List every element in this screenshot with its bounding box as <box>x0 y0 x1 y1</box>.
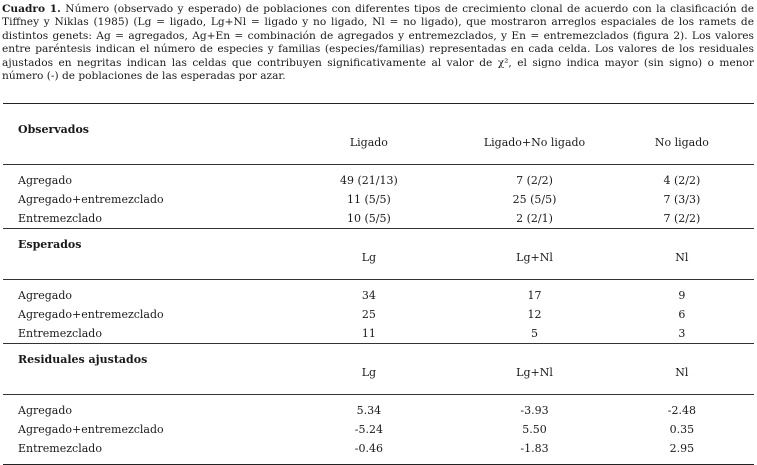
data-table <box>3 103 754 465</box>
table-row <box>3 305 754 324</box>
table-bottom-rule <box>3 458 754 465</box>
table-cell: -5.24 <box>354 423 383 436</box>
table-cell: -2.48 <box>667 404 696 417</box>
table-cell: 5.34 <box>356 404 382 417</box>
column-header: Ligado <box>349 136 388 149</box>
table-row <box>3 171 754 190</box>
section-title-row <box>3 344 754 366</box>
table-cell: 17 <box>527 289 542 302</box>
table-row <box>3 209 754 229</box>
table-cell: 2.95 <box>669 442 695 455</box>
table-cell: 7 (3/3) <box>663 193 701 206</box>
table-cell: 25 (5/5) <box>512 193 557 206</box>
table-cell: 49 (21/13) <box>340 174 398 187</box>
table-row <box>3 420 754 439</box>
table-cell: -3.93 <box>520 404 549 417</box>
column-header: Lg <box>361 251 377 264</box>
table-row <box>3 401 754 420</box>
table-row <box>3 439 754 458</box>
row-label: Agregado+entremezclado <box>18 423 164 436</box>
column-header: Nl <box>675 366 689 379</box>
column-header: Lg <box>361 366 377 379</box>
row-label: Entremezclado <box>18 442 102 455</box>
table-cell: 9 <box>678 289 686 302</box>
row-label: Agregado+entremezclado <box>18 193 164 206</box>
table-cell: 12 <box>527 308 542 321</box>
table-row <box>3 190 754 209</box>
table-caption <box>2 3 754 83</box>
column-header: Lg+Nl <box>516 251 553 264</box>
section-title: Residuales ajustados <box>18 353 148 366</box>
column-header-row <box>3 366 754 395</box>
table-cell: 5.50 <box>522 423 547 436</box>
table-cell: 2 (2/1) <box>516 212 553 225</box>
caption-label: Cuadro 1. <box>2 3 61 15</box>
table-cell: 5 <box>531 327 538 340</box>
table-top-rule <box>3 104 754 115</box>
row-label: Entremezclado <box>18 212 102 225</box>
column-header: No ligado <box>654 136 709 149</box>
table-row <box>3 286 754 305</box>
table-cell: 7 (2/2) <box>663 212 701 225</box>
table-cell: -1.83 <box>520 442 549 455</box>
table-cell: 34 <box>361 289 376 302</box>
table-cell: 25 <box>361 308 376 321</box>
row-label: Agregado <box>18 404 73 417</box>
column-header-row <box>3 251 754 280</box>
table-cell: 10 (5/5) <box>347 212 391 225</box>
table-cell: 7 (2/2) <box>516 174 553 187</box>
section-title-row <box>3 114 754 136</box>
table-cell: 11 <box>361 327 376 340</box>
table-cell: -0.46 <box>354 442 383 455</box>
section-title: Observados <box>18 123 90 136</box>
table-cell: 11 (5/5) <box>347 193 391 206</box>
table-cell: 3 <box>678 327 686 340</box>
caption-text: Número (observado y esperado) de poblaciones con diferentes tipos de crecimiento clonal de acuerdo con la clasificación de Tiffney y Niklas (1985) (Lg = ligado, Lg+Nl = ligado y no ligado, Nl = no ligado), que mostraron arreglos espaciales de los ramets de distintos genets: Ag = agregados, Ag+En = combinación de agregados y entremezclados, y En = entremezclados (figura 2). Los valores entre paréntesis indican el número de especies y familias (especies/familias) representadas en cada celda. Los valores de los residuales ajustados en negritas indican las celdas que contribuyen significativamente al valor de χ², el signo indica mayor (sin signo) o menor número (-) de poblaciones de las esperadas por azar. <box>2 3 754 83</box>
column-header: Nl <box>675 251 689 264</box>
column-header: Lg+Nl <box>516 366 553 379</box>
column-header: Ligado+No ligado <box>483 136 586 149</box>
row-label: Entremezclado <box>18 327 102 340</box>
row-label: Agregado+entremezclado <box>18 308 164 321</box>
table-cell: 6 <box>678 308 686 321</box>
row-label: Agregado <box>18 289 73 302</box>
table-row <box>3 324 754 344</box>
table-cell: 4 (2/2) <box>663 174 701 187</box>
section-title-row <box>3 229 754 251</box>
row-label: Agregado <box>18 174 73 187</box>
column-header-row <box>3 136 754 165</box>
table-cell: 0.35 <box>669 423 695 436</box>
section-title: Esperados <box>18 238 82 251</box>
